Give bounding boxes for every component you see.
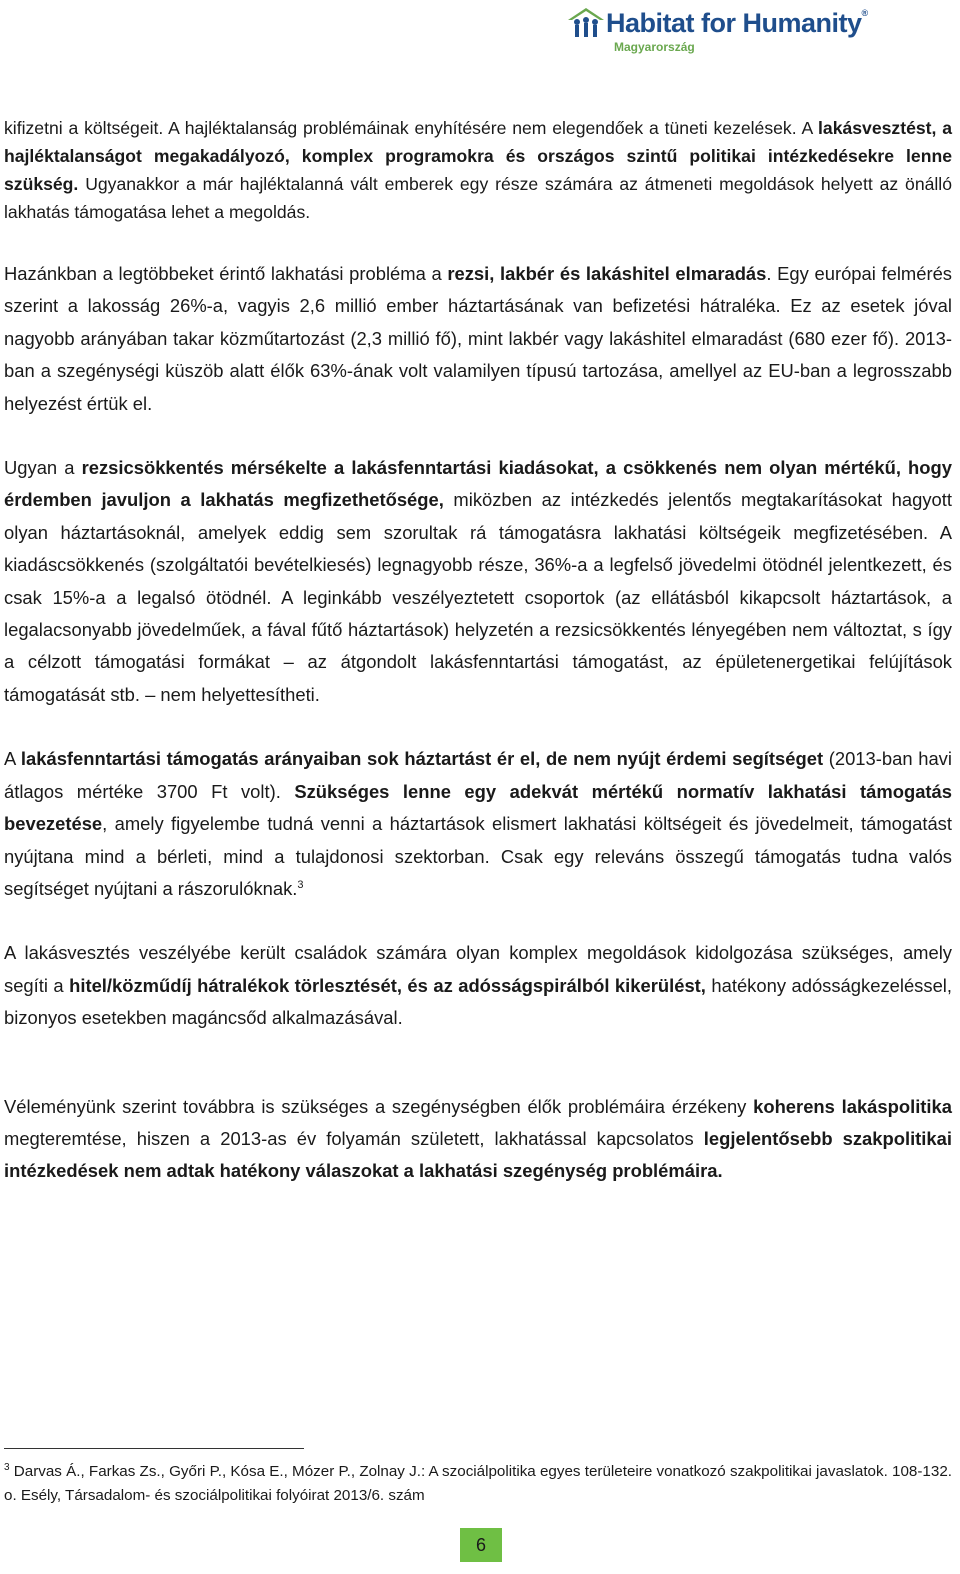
footnote-ref[interactable]: 3: [297, 878, 304, 891]
paragraph-5: A lakásvesztés veszélyébe került családok számára olyan komplex megoldások kidolgozása szükséges, amely segíti a hitel/közműdíj hátralékok törlesztését, és az adósságspirálból kikerülést, hatékony adósságkezeléssel, bizonyos esetekben magáncsőd alkalmazásával.: [4, 942, 952, 1029]
paragraph-2: Hazánkban a legtöbbeket érintő lakhatási probléma a rezsi, lakbér és lakáshitel elmaradás. Egy európai felmérés szerint a lakosság 26%-a, vagyis 2,6 millió ember háztartásának van befizetési hátraléka. Ez az esetek jóval nagyobb arányában takar közműtartozást (2,3 millió fő), mint lakbér vagy lakáshitel elmaradást (680 ezer fő). 2013-ban a szegénységi küszöb alatt élők 63%-ának volt valamilyen típusú tartozása, amellyel az EU-ban a legrosszabb helyezést értük el.: [4, 263, 952, 414]
logo-name: Habitat for Humanity®: [606, 8, 868, 38]
paragraph-6: Véleményünk szerint továbbra is szükséges a szegénységben élők problémáira érzékeny koherens lakáspolitika megteremtése, hiszen a 2013-as év folyamán született, lakhatással kapcsolatos legjelentősebb szakpolitikai intézkedések nem adtak hatékony válaszokat a lakhatási szegénység problémáira.: [4, 1095, 953, 1182]
footnote-separator: [4, 1448, 304, 1449]
habitat-logo: [566, 4, 866, 56]
document-body: [4, 114, 952, 1188]
house-people-icon: [566, 6, 606, 40]
paragraph-3: Ugyan a rezsicsökkentés mérsékelte a lakásfenntartási kiadásokat, a csökkenés nem olyan mértékű, hogy érdemben javuljon a lakhatás megfizethetősége, miközben az intézkedés jelentős megtakarításokat hagyott olyan háztartásoknál, amelyek eddig sem szorultak rá támogatásra lakhatási költségeik megfizetésében. A kiadáscsökkenés (szolgáltatói bevételkiesés) legnagyobb része, 36%-a a legfelső jövedelmi ötödnél jelentkezett, és csak 15%-a a legalsó ötödnél. A leginkább veszélyeztetett csoportok (az ellátásból kikapcsolt háztartások, a legalacsonyabb jövedelműek, a fával fűtő háztartások) helyzetén a rezsicsökkentés lényegében nem változtat, s így a célzott támogatási formákat – az átgondolt lakásfenntartási támogatást, az épületenergetikai felújítások támogatását stb. – nem helyettesítheti.: [4, 457, 952, 705]
paragraph-4: A lakásfenntartási támogatás arányaiban sok háztartást ér el, de nem nyújt érdemi segítséget (2013-ban havi átlagos mértéke 3700 Ft volt). Szükséges lenne egy adekvát mértékű normatív lakhatási támogatás bevezetése, amely figyelembe tudná venni a háztartások elismert lakhatási költségeit és jövedelmeit, támogatást nyújtana mind a bérleti, mind a tulajdonosi szektorban. Csak egy releváns összegű támogatás tudna valós segítséget nyújtani a rászorulóknak.$^3$: [4, 748, 952, 899]
page-number: 6: [460, 1528, 502, 1562]
footnote: $^3$ Darvas Á., Farkas Zs., Győri P., Kósa E., Mózer P., Zolnay J.: A szociálpolitika egyes területeire vonatkozó szakpolitikai javaslatok. 108-132. o. Esély, Társadalom- és szociálpolitikai folyóirat 2013/6. szám: [4, 1461, 952, 1504]
paragraph-1: kifizetni a költségeit. A hajléktalanság problémáinak enyhítésére nem elegendőek a tüneti kezelések. A lakásvesztést, a hajléktalanságot megakadályozó, komplex programokra és országos szintű politikai intézkedésekre lenne szükség. Ugyanakkor a már hajléktalanná vált emberek egy része számára az átmeneti megoldások helyett az önálló lakhatás támogatása lehet a megoldás.: [4, 118, 952, 222]
logo-subtitle: Magyarország: [614, 40, 695, 54]
